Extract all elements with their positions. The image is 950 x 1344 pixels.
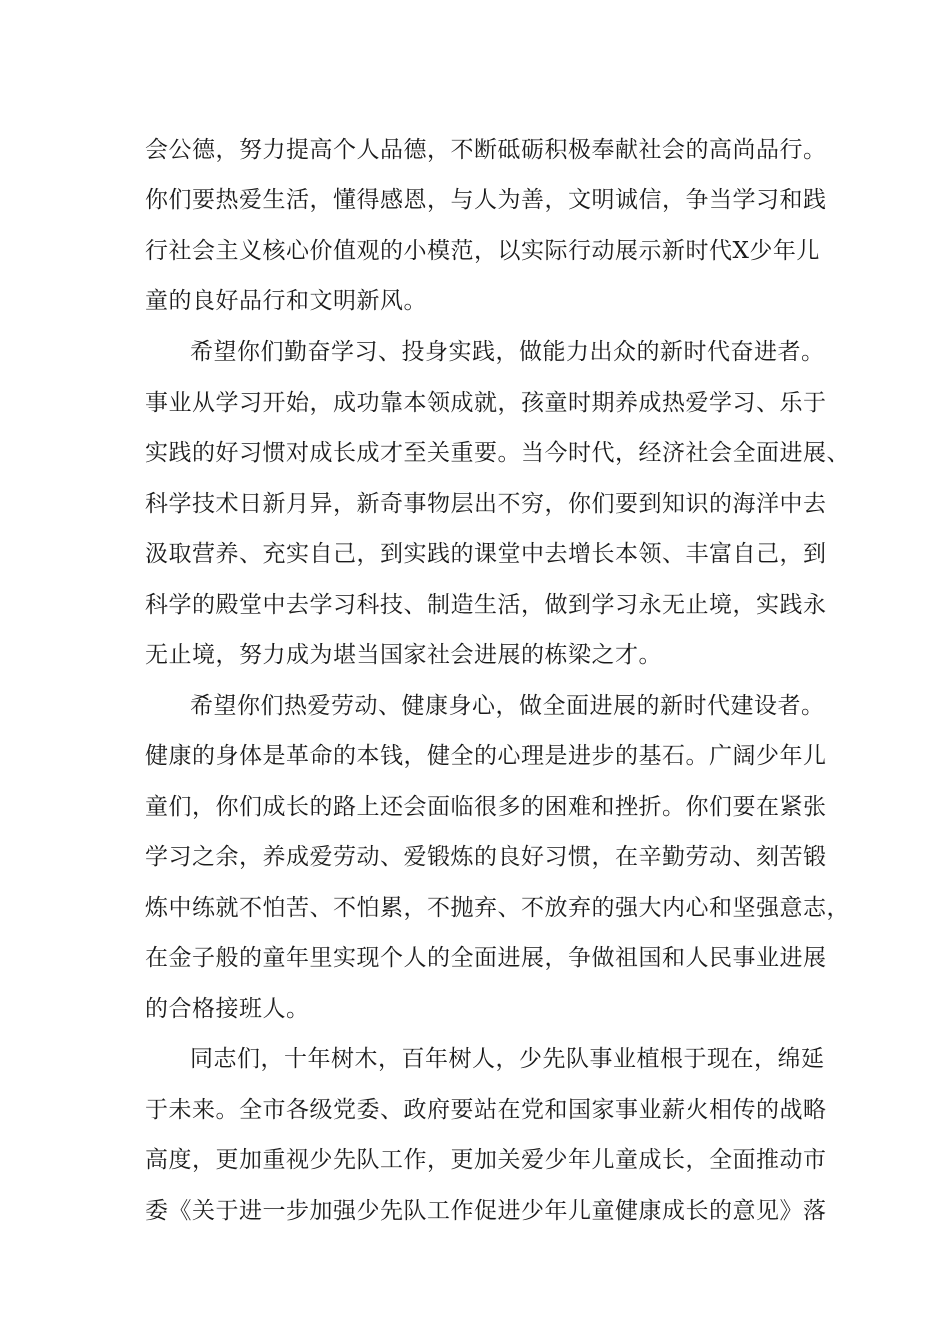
text-line: 你们要热爱生活，懂得感恩，与人为善，文明诚信，争当学习和践: [145, 187, 827, 213]
text-line: 事业从学习开始，成功靠本领成就，孩童时期养成热爱学习、乐于: [145, 390, 827, 416]
paragraph-start-line: 希望你们热爱劳动、健康身心，做全面进展的新时代建设者。: [190, 693, 825, 719]
text-line: 会公德，努力提高个人品德，不断砥砺积极奉献社会的高尚品行。: [145, 137, 827, 163]
text-line: 行社会主义核心价值观的小模范，以实际行动展示新时代X少年儿: [145, 238, 820, 264]
text-line: 汲取营养、充实自己，到实践的课堂中去增长本领、丰富自己，到: [145, 541, 827, 567]
text-line: 委《关于进一步加强少先队工作促进少年儿童健康成长的意见》落: [145, 1198, 827, 1224]
text-line: 于未来。全市各级党委、政府要站在党和国家事业薪火相传的战略: [145, 1097, 827, 1123]
text-line: 实践的好习惯对成长成才至关重要。当今时代，经济社会全面进展、: [145, 440, 850, 466]
text-line: 高度，更加重视少先队工作，更加关爱少年儿童成长，全面推动市: [145, 1147, 827, 1173]
text-line: 的合格接班人。: [145, 996, 310, 1022]
text-line: 科学技术日新月异，新奇事物层出不穷，你们要到知识的海洋中去: [145, 491, 827, 517]
text-line: 学习之余，养成爱劳动、爱锻炼的良好习惯，在辛勤劳动、刻苦锻: [145, 844, 827, 870]
text-line: 在金子般的童年里实现个人的全面进展，争做祖国和人民事业进展: [145, 945, 827, 971]
text-line: 童们，你们成长的路上还会面临很多的困难和挫折。你们要在紧张: [145, 794, 827, 820]
text-line: 健康的身体是革命的本钱，健全的心理是进步的基石。广阔少年儿: [145, 743, 827, 769]
paragraph-start-line: 同志们，十年树木，百年树人，少先队事业植根于现在，绵延: [190, 1046, 825, 1072]
text-line: 无止境，努力成为堪当国家社会进展的栋梁之才。: [145, 642, 662, 668]
text-line: 科学的殿堂中去学习科技、制造生活，做到学习永无止境，实践永: [145, 592, 827, 618]
paragraph-start-line: 希望你们勤奋学习、投身实践，做能力出众的新时代奋进者。: [190, 339, 825, 365]
text-line: 童的良好品行和文明新风。: [145, 288, 427, 314]
text-line: 炼中练就不怕苦、不怕累，不抛弃、不放弃的强大内心和坚强意志，: [145, 895, 850, 921]
